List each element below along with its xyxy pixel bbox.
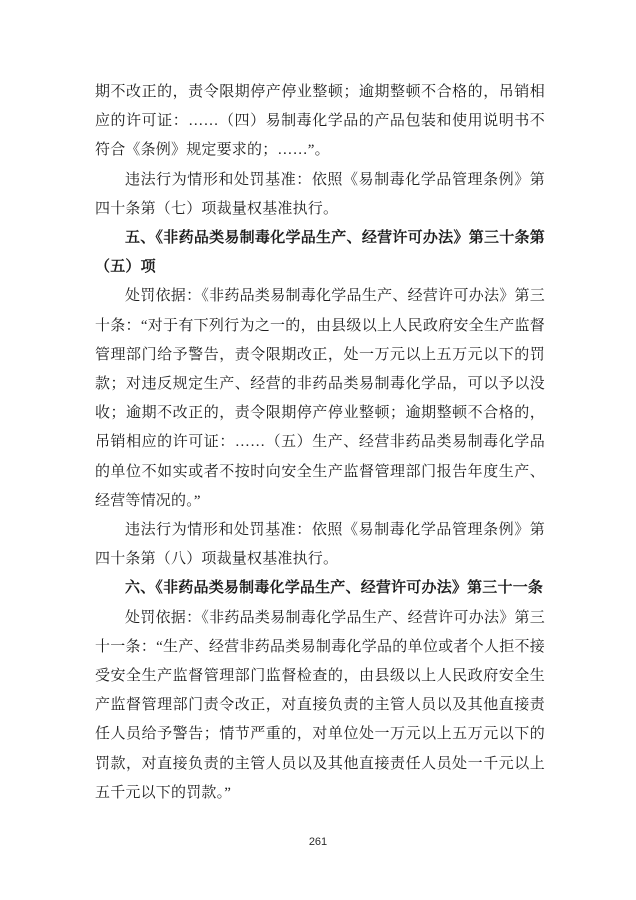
page-number: 261 — [308, 836, 328, 848]
paragraph: 违法行为情形和处罚基准：依照《易制毒化学品管理条例》第四十条第（八）项裁量权基准执行。 — [95, 522, 545, 568]
paragraph: 处罚依据：《非药品类易制毒化学品生产、经营许可办法》第三十条：“对于有下列行为之一的，由县级以上人民政府安全生产监督管理部门给予警告，责令限期改正，处一万元以上五万元以下的罚款；对违反规定生产、经营的非药品类易制毒化学品，可以予以没收；逾期不改正的，责令限期停产停业整顿；逾期整顿不合格的，吊销相应的许可证：……（五）生产、经营非药品类易制毒化学品的单位不如实或者不按时向安全生产监督管理部门报告年度生产、经营等情况的。” — [95, 288, 545, 509]
document-body — [95, 78, 545, 808]
paragraph: 处罚依据：《非药品类易制毒化学品生产、经营许可办法》第三十一条：“生产、经营非药品类易制毒化学品的单位或者个人拒不接受安全生产监督管理部门监督检查的，由县级以上人民政府安全生产监督管理部门责令改正，对直接负责的主管人员以及其他直接责任人员给予警告；情节严重的，对单位处一万元以上五万元以下的罚款，对直接负责的主管人员以及其他直接责任人员处一千元以上五千元以下的罚款。” — [95, 609, 545, 801]
section-heading: 五、《非药品类易制毒化学品生产、经营许可办法》第三十条第（五）项 — [95, 230, 545, 276]
paragraph: 期不改正的，责令限期停产停业整顿；逾期整顿不合格的，吊销相应的许可证：……（四）易制毒化学品的产品包装和使用说明书不符合《条例》规定要求的；……”。 — [95, 84, 545, 159]
section-heading: 六、《非药品类易制毒化学品生产、经营许可办法》第三十一条 — [125, 580, 544, 597]
paragraph: 违法行为情形和处罚基准：依照《易制毒化学品管理条例》第四十条第（七）项裁量权基准执行。 — [95, 171, 545, 217]
